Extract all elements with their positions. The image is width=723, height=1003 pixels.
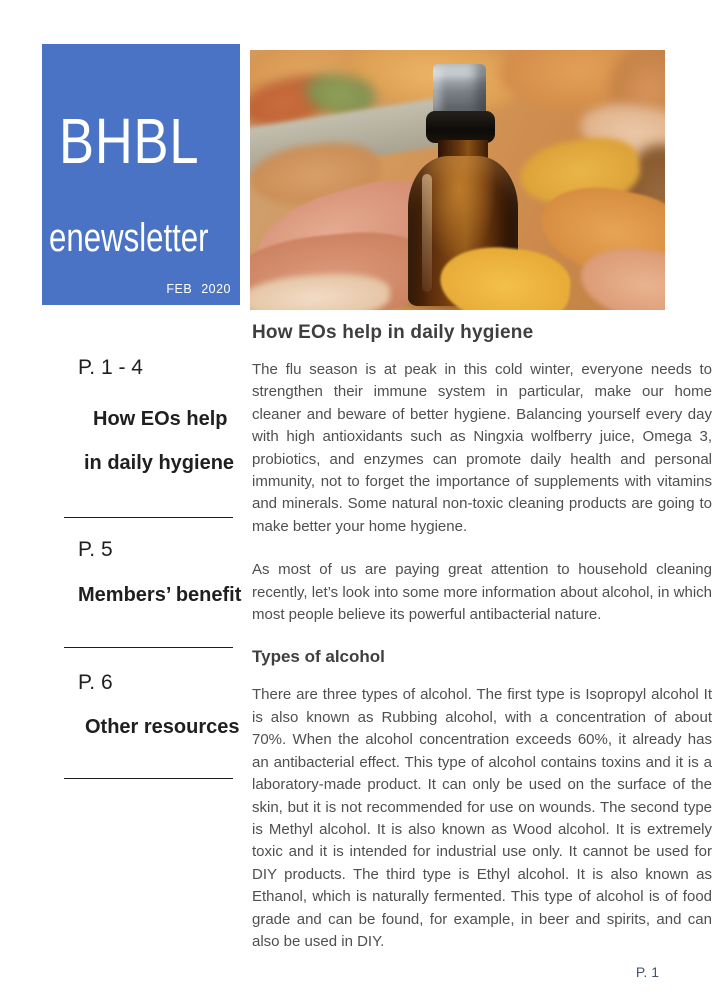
article	[252, 322, 712, 974]
masthead	[42, 44, 240, 305]
article-paragraph-3: There are three types of alcohol. The first type is Isopropyl alcohol It is also known as Rubbing alcohol, with a concentration of about 70%. When the alcohol concentration exceeds 60%, it already has an antibacterial effect. This type of alcohol contains toxins and it is a laboratory-made product. It can only be used on the surface of the skin, but it is not recommended for use on wounds. The second type is Methyl alcohol. It is also known as Wood alcohol. It is extremely toxic and it is intended for industrial use only. It cannot be used for DIY products. The third type is Ethyl alcohol. It is also known as Ethanol, which is naturally fermented. This type of alcohol is of food grade and can be found, for example, in beer and spirits, and can also be used in DIY.	[252, 686, 712, 950]
article-paragraph-2: As most of us are paying great attention to household cleaning recently, let’s look into some more information about alcohol, in which most people believe its powerful antibacterial nature.	[252, 561, 712, 624]
toc-pages-3: P. 6	[78, 671, 113, 694]
hero-photo	[250, 50, 665, 310]
masthead-issue-date: FEB 2020	[166, 282, 231, 296]
toc-title-2: Members’ benefit	[78, 584, 242, 606]
toc-divider	[64, 778, 233, 779]
article-paragraph-1: The flu season is at peak in this cold winter, everyone needs to strengthen their immune system in particular, make our home cleaner and beware of better hygiene. Balancing yourself every day with high antioxidants such as Ningxia wolfberry juice, Omega 3, probiotics, and enzymes can promote daily health and personal immunity, not to forget the importance of supplements with vitamins and minerals. Some natural non-toxic cleaning products are going to make better your home hygiene.	[252, 361, 712, 535]
toc-divider	[64, 517, 233, 518]
bottle-spray-nozzle	[433, 64, 486, 114]
bottle-glass-highlight	[422, 174, 432, 292]
article-subheading: Types of alcohol	[252, 647, 385, 667]
page-number: P. 1	[635, 964, 659, 980]
masthead-title: BHBL	[59, 105, 200, 177]
toc-title-3: Other resources	[85, 716, 240, 738]
bottle-collar	[426, 111, 495, 143]
toc-pages-2: P. 5	[78, 538, 113, 561]
toc-divider	[64, 647, 233, 648]
toc-title-1-line1: How EOs help	[93, 408, 228, 430]
article-heading: How EOs help in daily hygiene	[252, 322, 534, 343]
masthead-subtitle: enewsletter	[49, 216, 209, 260]
toc-pages-1: P. 1 - 4	[78, 356, 143, 379]
toc-title-1-line2: in daily hygiene	[84, 452, 235, 474]
